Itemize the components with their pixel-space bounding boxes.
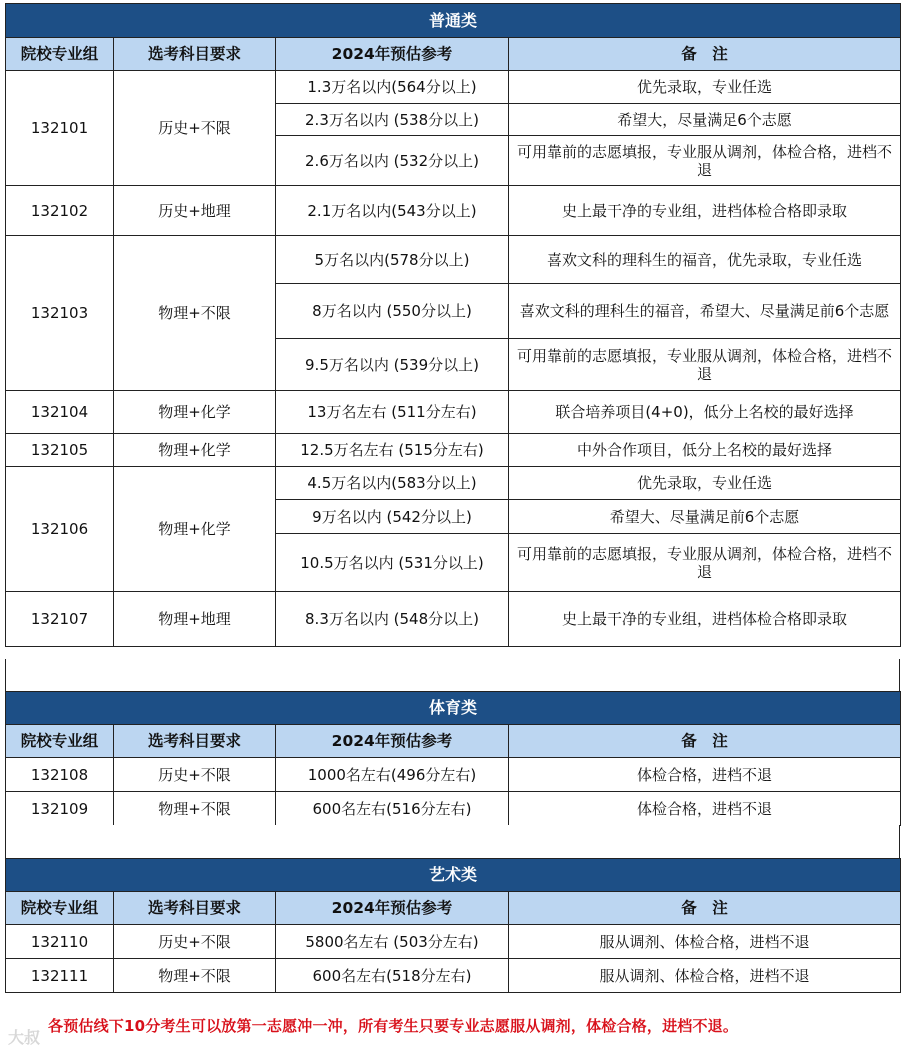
note-cell: 中外合作项目，低分上名校的最好选择 [509,434,901,467]
subject-requirement: 物理+化学 [114,467,276,592]
group-code: 132106 [6,467,114,592]
estimate-cell: 600名左右(518分左右) [276,959,509,993]
estimate-cell: 5800名左右 (503分左右) [276,925,509,959]
col-header-code: 院校专业组 [6,892,114,925]
group-code: 132107 [6,592,114,647]
section-gap [5,659,900,691]
note-cell: 联合培养项目(4+0)，低分上名校的最好选择 [509,391,901,434]
estimate-cell: 10.5万名以内 (531分以上) [276,534,509,592]
estimate-cell: 600名左右(516分左右) [276,792,509,826]
group-code: 132104 [6,391,114,434]
table-row [6,71,901,104]
col-header-note: 备 注 [509,725,901,758]
group-code: 132101 [6,71,114,186]
subject-requirement: 历史+不限 [114,758,276,792]
group-code: 132110 [6,925,114,959]
col-header-subject: 选考科目要求 [114,892,276,925]
note-cell: 服从调剂、体检合格，进档不退 [509,959,901,993]
estimate-cell: 8万名以内 (550分以上) [276,284,509,339]
group-code: 132103 [6,236,114,391]
table-row [6,925,901,959]
group-code: 132108 [6,758,114,792]
table-row [6,434,901,467]
table-row [6,186,901,236]
col-header-note: 备 注 [509,892,901,925]
table-row [6,391,901,434]
note-cell: 体检合格，进档不退 [509,792,901,826]
col-header-subject: 选考科目要求 [114,38,276,71]
note-cell: 服从调剂、体检合格，进档不退 [509,925,901,959]
note-cell: 希望大、尽量满足前6个志愿 [509,500,901,534]
col-header-code: 院校专业组 [6,725,114,758]
note-cell: 优先录取，专业任选 [509,467,901,500]
table-row [6,959,901,993]
watermark: 大叔 [8,1028,41,1047]
footer [0,1005,904,1051]
estimate-cell: 4.5万名以内(583分以上) [276,467,509,500]
subject-requirement: 物理+化学 [114,391,276,434]
estimate-cell: 12.5万名左右 (515分左右) [276,434,509,467]
section-title: 艺术类 [6,859,901,892]
table-row [6,758,901,792]
estimate-cell: 1000名左右(496分左右) [276,758,509,792]
subject-requirement: 物理+化学 [114,434,276,467]
note-cell: 史上最干净的专业组，进档体检合格即录取 [509,592,901,647]
subject-requirement: 物理+不限 [114,792,276,826]
section-title: 普通类 [6,4,901,38]
table-general [5,3,901,647]
col-header-subject: 选考科目要求 [114,725,276,758]
note-cell: 史上最干净的专业组，进档体检合格即录取 [509,186,901,236]
table-row [6,236,901,284]
group-code: 132109 [6,792,114,826]
subject-requirement: 物理+地理 [114,592,276,647]
section-title: 体育类 [6,692,901,725]
estimate-cell: 2.6万名以内 (532分以上) [276,136,509,186]
note-cell: 优先录取，专业任选 [509,71,901,104]
group-code: 132111 [6,959,114,993]
table-row [6,792,901,826]
note-cell: 希望大，尽量满足6个志愿 [509,104,901,136]
estimate-cell: 13万名左右 (511分左右) [276,391,509,434]
estimate-cell: 2.1万名以内(543分以上) [276,186,509,236]
section-gap [5,825,900,858]
note-cell: 可用靠前的志愿填报，专业服从调剂，体检合格，进档不退 [509,534,901,592]
estimate-cell: 9万名以内 (542分以上) [276,500,509,534]
group-code: 132105 [6,434,114,467]
table-row [6,592,901,647]
col-header-estimate: 2024年预估参考 [276,892,509,925]
estimate-cell: 8.3万名以内 (548分以上) [276,592,509,647]
note-cell: 可用靠前的志愿填报，专业服从调剂，体检合格，进档不退 [509,136,901,186]
table-row [6,467,901,500]
table-sports [5,691,901,826]
subject-requirement: 物理+不限 [114,959,276,993]
subject-requirement: 物理+不限 [114,236,276,391]
note-cell: 喜欢文科的理科生的福音，希望大、尽量满足前6个志愿 [509,284,901,339]
col-header-note: 备 注 [509,38,901,71]
note-cell: 体检合格，进档不退 [509,758,901,792]
subject-requirement: 历史+不限 [114,925,276,959]
footer-note: 各预估线下10分考生可以放第一志愿冲一冲，所有考生只要专业志愿服从调剂，体检合格，进档不退。 [48,1017,739,1035]
subject-requirement: 历史+不限 [114,71,276,186]
estimate-cell: 2.3万名以内 (538分以上) [276,104,509,136]
note-cell: 喜欢文科的理科生的福音，优先录取，专业任选 [509,236,901,284]
subject-requirement: 历史+地理 [114,186,276,236]
estimate-cell: 9.5万名以内 (539分以上) [276,339,509,391]
col-header-estimate: 2024年预估参考 [276,38,509,71]
col-header-estimate: 2024年预估参考 [276,725,509,758]
estimate-cell: 5万名以内(578分以上) [276,236,509,284]
col-header-code: 院校专业组 [6,38,114,71]
estimate-cell: 1.3万名以内(564分以上) [276,71,509,104]
group-code: 132102 [6,186,114,236]
note-cell: 可用靠前的志愿填报，专业服从调剂，体检合格，进档不退 [509,339,901,391]
table-arts [5,858,901,993]
